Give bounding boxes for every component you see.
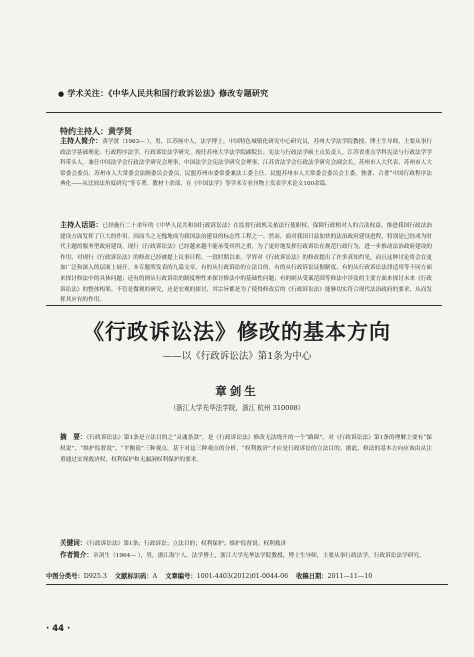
article-title: 《行政诉讼法》修改的基本方向 [83,319,391,344]
classification-line [46,571,448,580]
bottom-rule [46,305,442,306]
author-info-text: 章剑生（1964— ），男，浙江海宁人，法学博士，浙江大学光华法学院教授，博士生导师，主要从事行政法学、行政诉讼法学研究。 [92,553,425,559]
host-intro-text: 已经施行二十余年的《中华人民共和国行政诉讼法》在监督行政机关依法行使职权、保障行政相对人的合法权益，推进我国行政法治建设方面发挥了巨大的作用。因而当之无愧地成为我国法治建设的标志性工程之一。然而，面对我国日益加快的法治政府建设进程，特别是已经成为时代主题的服务型政府建设，现行《行政诉讼法》已经越来越不能承受其所之重。为了更好地发挥行政诉讼在规范行政行为，进一步推动法治政府建设的作用，对现行《行政诉讼法》的修改已经被提上议事日程。一段时期以来，学界对《行政诉讼法》的修改提出了许多真知灼见，而且这种讨论将会在更加广泛和深入的层面上展开。本专题所发表的九篇文章，有的从行政诉讼的立法目的、有的从行政诉讼证据制度、有的从行政诉讼法律适用等不同方面来探讨修法中的具体问题；还有的则从行政诉讼的制度理性来探讨修法中的基础性问题；有的则从受案范围等修法中涉及的主要方面来探讨未来《行政诉讼法》的整体构架。不管是微观的研究，还是宏观的探讨，其宗旨都是为了使得修改后的《行政诉讼法》能够切实符合现代法治政府的要求，从而发挥其应有的作用。 [60,223,432,304]
column-label-text: 学术关注：《中华人民共和国行政诉讼法》修改专题研究 [67,89,269,98]
host-bio-label: 主持人简介： [60,137,103,145]
page-number: · 44 · [46,624,71,634]
keywords-label: 关键词： [60,539,87,547]
column-label [58,88,438,99]
bullet-icon: ● [58,90,65,98]
abstract [60,432,432,465]
doc-code-value: A [152,573,158,580]
abstract-label: 摘 要： [60,433,87,441]
host-intro-label: 主持人话语： [60,221,103,229]
clc-value: D925.3 [83,573,107,580]
clc-label: 中图分类号： [46,573,84,580]
article-no-label: 文章编号： [165,573,197,580]
host-bio-text: 黄学贤（1963— ），男，江苏扬中人，法学博士，中国特色城镇化研究中心研究员，苏州大学法学院教授、博士生导师，主要从事行政法学基础理论、行政程序法学、行政诉讼法学研究。现任苏州大学法学院副院长、宪法与行政法学硕士点负责人，江苏省重点学科宪法与行政法学学科带头人。兼任中国法学会行政法学研究会理事，中国法学会宪法学研究会理事，江苏省法学会行政法学研究会副会长，苏州市人大代表、苏州市人大常委会委员、苏州市人大常委会法制委员会委员，民盟苏州市委常委兼法工委主任、民盟苏州市人大常委会委员会主委。独著、合著“中国行政程序法典化——从比较法角度研究”等专著、教材十余部，在《中国法学》等学术专业刊物上发表学术论文100余篇。 [60,139,433,188]
special-host-title: 特约主持人：黄学贤 [60,127,132,136]
received-label: 收稿日期： [296,573,328,580]
received-value: 2011—11—10 [327,573,373,580]
host-intro-paragraph [60,220,432,306]
host-bio-paragraph [60,136,432,190]
article-subtitle: ——以《行政诉讼法》第1条为中心 [162,351,312,362]
classification-rule [46,584,448,585]
keywords [60,538,432,550]
abstract-text: 《行政诉讼法》第1条是立法目的之“灵魂条款”，是《行政诉讼法》修改无法绕开的一个“路障”。对《行政诉讼法》第1条的理解主要有“保权说”、“维护监督说”、“平衡说”三种观点。基于对这三种观点的分析，“权利救济”才应是行政诉讼的立法目的。据此，修法的基本方向应该由从注重通过实现救济权，权利保护和无漏洞权利保护的要求。 [60,435,432,463]
author-info [60,550,432,562]
article-author: 章剑生 [215,384,259,398]
doc-code-label: 文献标识码： [114,573,153,580]
author-affiliation: （浙江大学光华法学院，浙江 杭州 310008） [169,404,305,412]
article-no-value: 1001-4403(2012)01-0044-06 [196,573,289,580]
author-info-label: 作者简介： [60,551,93,559]
top-rule [46,112,442,113]
keywords-text: 《行政诉讼法》第1条；行政诉讼；立法目的；权利保护；维护监督说；权利救济 [86,541,287,547]
